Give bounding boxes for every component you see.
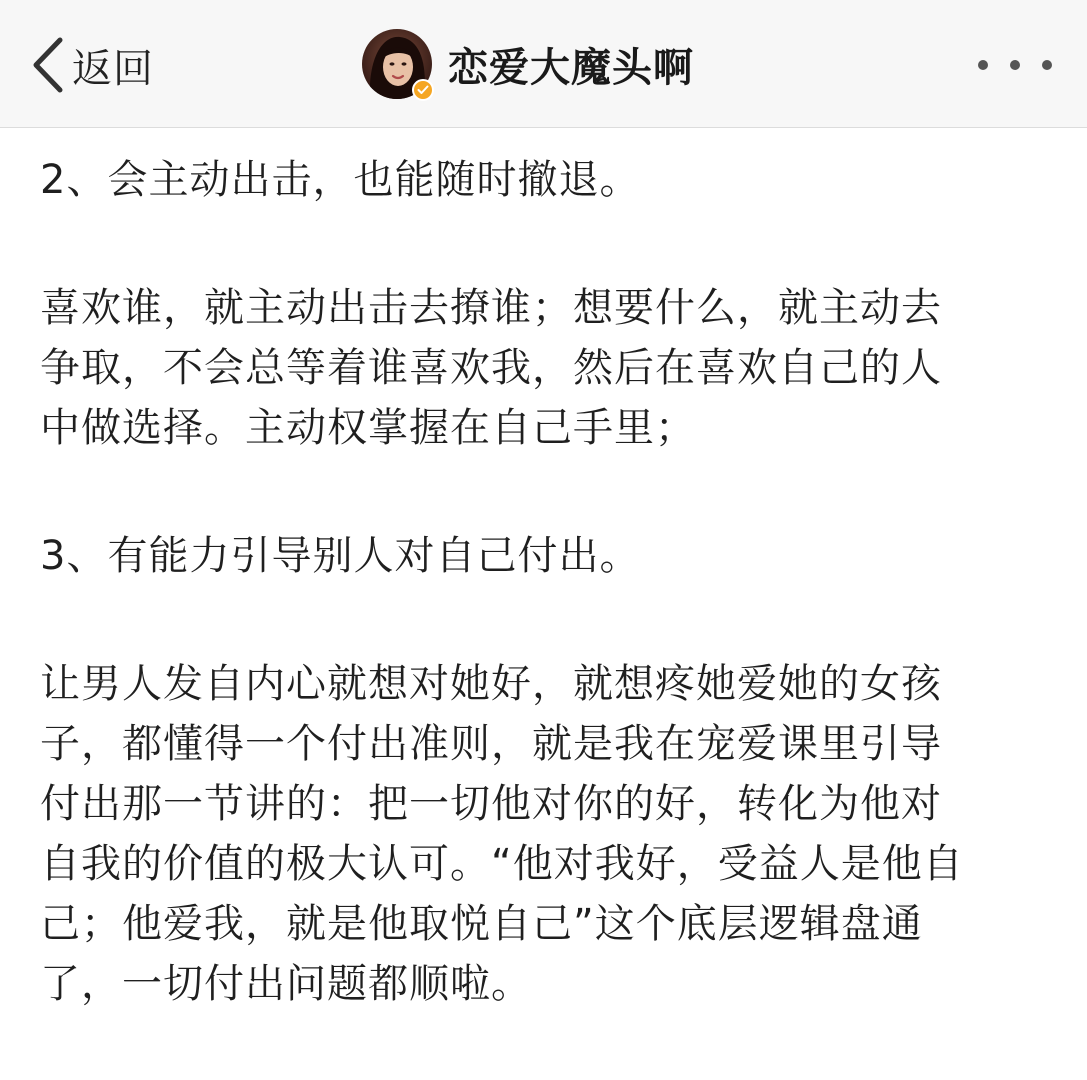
paragraph-line: 喜欢谁，就主动出击去撩谁；想要什么，就主动去 <box>40 285 942 331</box>
paragraph-line: 自我的价值的极大认可。“他对我好，受益人是他自 <box>40 841 964 887</box>
paragraph-line: 让男人发自内心就想对她好，就想疼她爱她的女孩 <box>40 661 942 707</box>
paragraph-gap <box>40 586 1050 654</box>
back-label: 返回 <box>72 45 154 92</box>
post-heading: 2、会主动出击，也能随时撤退。 <box>40 157 641 203</box>
paragraph-line: 己；他爱我，就是他取悦自己”这个底层逻辑盘通 <box>40 901 923 947</box>
more-options-button[interactable] <box>978 50 1052 80</box>
post-content <box>40 150 1050 1014</box>
paragraph-gap <box>40 458 1050 526</box>
more-dots-icon <box>1010 60 1020 70</box>
chevron-left-icon <box>30 36 64 94</box>
paragraph-line: 子，都懂得一个付出准则，就是我在宠爱课里引导 <box>40 721 942 767</box>
username[interactable]: 恋爱大魔头啊 <box>448 44 694 91</box>
paragraph-line: 付出那一节讲的：把一切他对你的好，转化为他对 <box>40 781 942 827</box>
back-button[interactable] <box>30 30 154 100</box>
post-heading: 3、有能力引导别人对自己付出。 <box>40 533 641 579</box>
paragraph-line: 了，一切付出问题都顺啦。 <box>40 961 532 1007</box>
verified-badge-icon <box>412 79 434 101</box>
paragraph-line: 争取，不会总等着谁喜欢我，然后在喜欢自己的人 <box>40 345 942 391</box>
top-nav-bar <box>0 0 1087 128</box>
profile-header[interactable] <box>362 28 694 100</box>
paragraph-line: 中做选择。主动权掌握在自己手里； <box>40 405 696 451</box>
paragraph-gap <box>40 210 1050 278</box>
avatar[interactable] <box>362 29 432 99</box>
more-dots-icon <box>978 60 988 70</box>
more-dots-icon <box>1042 60 1052 70</box>
